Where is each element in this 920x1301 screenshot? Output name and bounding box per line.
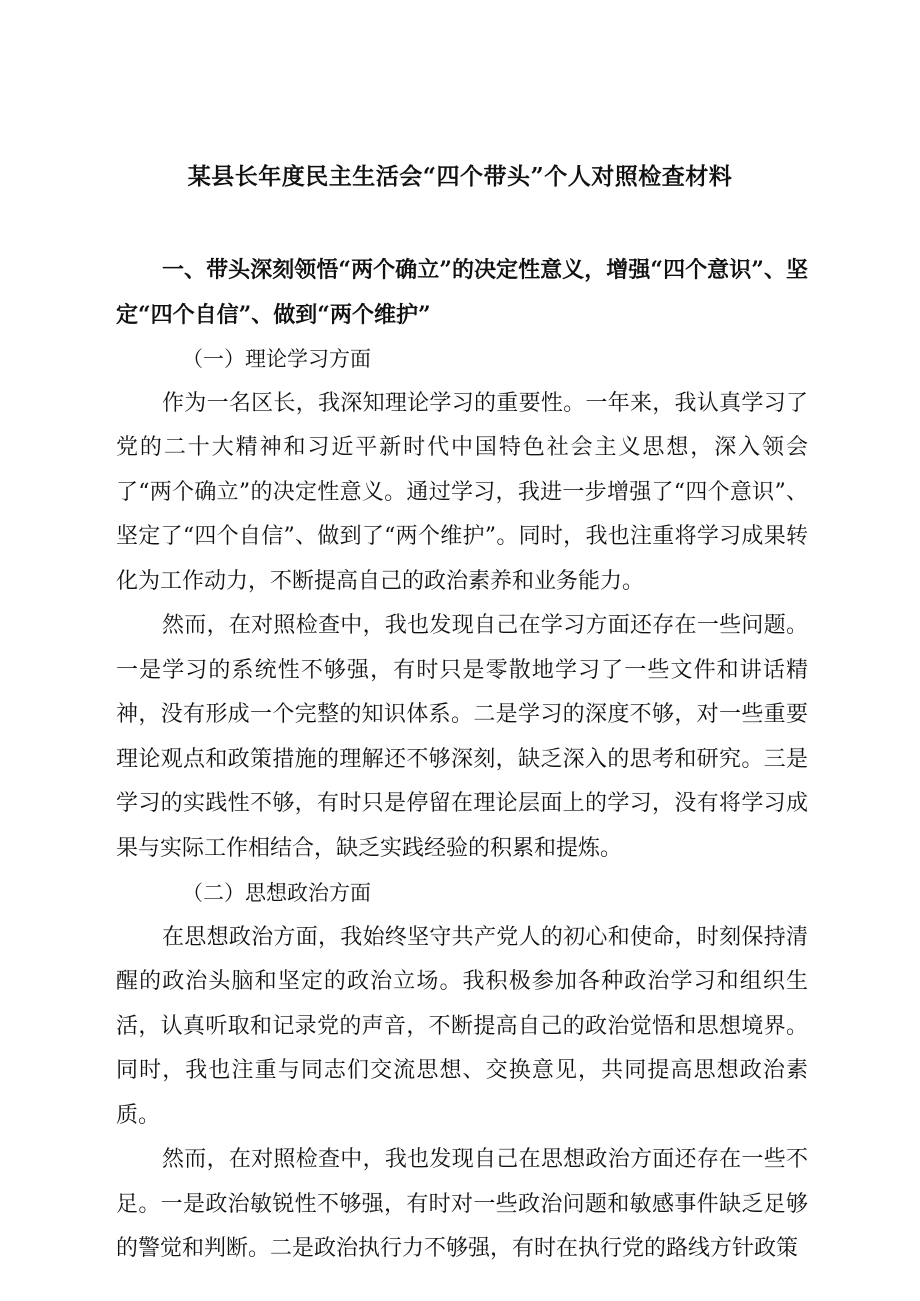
paragraph: 作为一名区长，我深知理论学习的重要性。一年来，我认真学习了党的二十大精神和习近平新时代中国特色社会主义思想，深入领会了“两个确立”的决定性意义。通过学习，我进一步增强了“四个意识”、坚定了“四个自信”、做到了“两个维护”。同时，我也注重将学习成果转化为工作动力，不断提高自己的政治素养和业务能力。: [116, 390, 808, 594]
subsection-heading-theory-study: （一）理论学习方面: [182, 347, 371, 371]
paragraph: 然而，在对照检查中，我也发现自己在思想政治方面还存在一些不足。一是政治敏锐性不够强，有时对一些政治问题和敏感事件缺乏足够的警觉和判断。二是政治执行力不够强，有时在执行党的路线方针政策: [116, 1147, 808, 1261]
section-heading: 一、带头深刻领悟“两个确立”的决定性意义，增强“四个意识”、坚定“四个自信”、做到“两个维护”: [116, 257, 808, 328]
document-body: [116, 248, 808, 1272]
document-title: 某县长年度民主生活会“四个带头”个人对照检查材料: [187, 163, 733, 190]
paragraph: 然而，在对照检查中，我也发现自己在学习方面还存在一些问题。一是学习的系统性不够强，有时只是零散地学习了一些文件和讲话精神，没有形成一个完整的知识体系。二是学习的深度不够，对一些重要理论观点和政策措施的理解还不够深刻，缺乏深入的思考和研究。三是学习的实践性不够，有时只是停留在理论层面上的学习，没有将学习成果与实际工作相结合，缺乏实践经验的积累和提炼。: [116, 613, 808, 861]
paragraph: 在思想政治方面，我始终坚守共产党人的初心和使命，时刻保持清醒的政治头脑和坚定的政治立场。我积极参加各种政治学习和组织生活，认真听取和记录党的声音，不断提高自己的政治觉悟和思想境界。同时，我也注重与同志们交流思想、交换意见，共同提高思想政治素质。: [116, 924, 808, 1128]
subsection-heading-ideology-politics: （二）思想政治方面: [182, 881, 371, 905]
